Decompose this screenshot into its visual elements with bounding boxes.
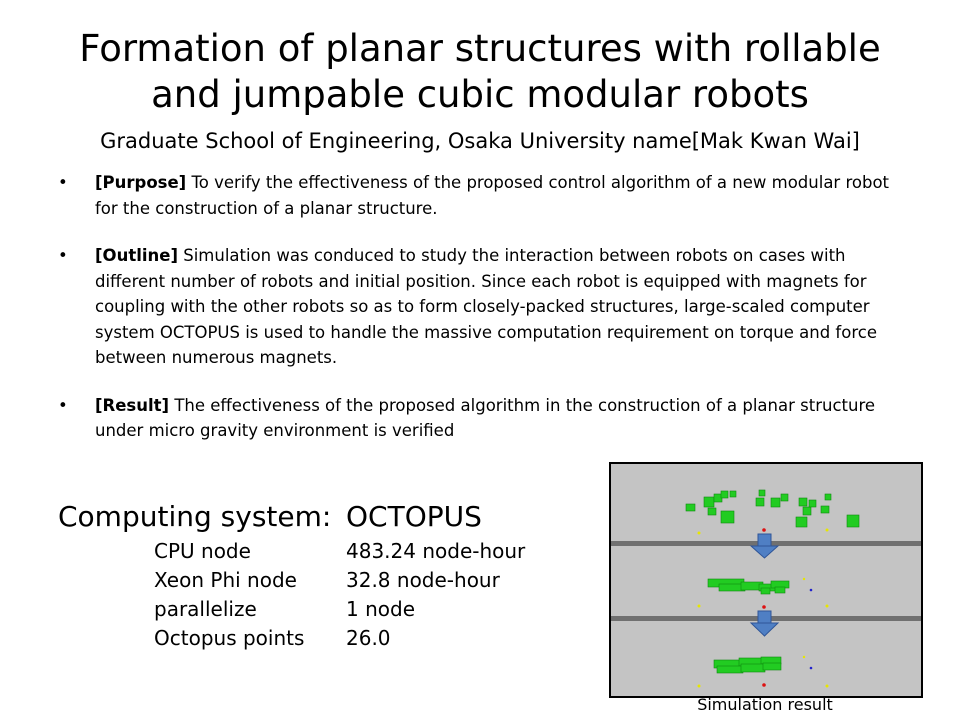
computing-usage-table (154, 537, 525, 653)
simulation-snapshots (611, 464, 921, 696)
bullet-text: Simulation was conduced to study the interaction between robots on cases with different number of robots and initial position. Since each robot is equipped with magnets for coupling with the other robots so as to form closely-packed structures, large-scaled computer system OCTOPUS is used to handle the massive computation requirement on torque and force between numerous magnets. (95, 246, 877, 367)
usage-value: 1 node (346, 597, 415, 621)
computing-system-name: OCTOPUS (346, 500, 482, 533)
bullet-list (58, 170, 908, 466)
usage-key: parallelize (154, 597, 257, 621)
bullet-label: [Purpose] (95, 173, 187, 192)
usage-row (154, 624, 525, 653)
simulation-result-figure (609, 462, 923, 698)
bullet-text: The effectiveness of the proposed algorithm in the construction of a planar structure under micro gravity environment is verified (95, 395, 876, 440)
bullet-text: To verify the effectiveness of the proposed control algorithm of a new modular robot for the construction of a planar structure. (95, 173, 890, 218)
usage-value: 32.8 node-hour (346, 568, 500, 592)
bullet-purpose (58, 170, 908, 221)
computing-system-label: Computing system: (58, 500, 332, 533)
bullet-outline (58, 243, 908, 371)
usage-value: 26.0 (346, 626, 391, 650)
slide-title (0, 26, 960, 118)
bullet-dot: • (58, 173, 68, 192)
computing-system-heading (58, 498, 525, 536)
usage-key: CPU node (154, 539, 251, 563)
usage-row (154, 595, 525, 624)
slide-subtitle: Graduate School of Engineering, Osaka University name[Mak Kwan Wai] (100, 129, 860, 153)
bullet-result (58, 393, 908, 444)
bullet-dot: • (58, 246, 68, 265)
bullet-label: [Outline] (95, 246, 178, 265)
title-line-2: and jumpable cubic modular robots (151, 73, 809, 116)
usage-row (154, 566, 525, 595)
title-line-1: Formation of planar structures with rollable (79, 27, 881, 70)
bullet-label: [Result] (95, 395, 170, 415)
usage-key: Xeon Phi node (154, 568, 297, 592)
usage-row (154, 537, 525, 566)
bullet-dot: • (58, 395, 68, 415)
computing-system-section (58, 498, 525, 653)
usage-value: 483.24 node-hour (346, 539, 526, 563)
figure-caption: Simulation result (697, 695, 833, 714)
usage-key: Octopus points (154, 626, 305, 650)
